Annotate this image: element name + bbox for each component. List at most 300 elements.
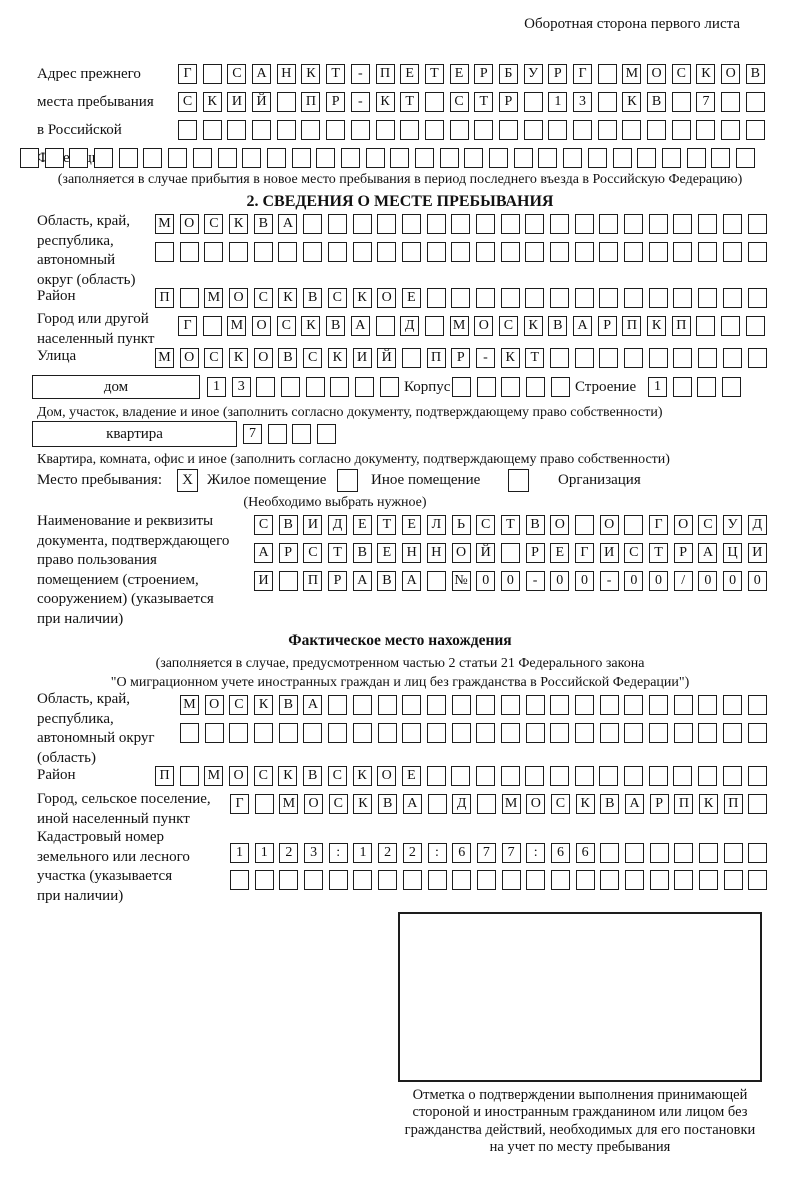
char-cell[interactable]: М <box>180 695 199 715</box>
char-cell[interactable] <box>698 348 717 368</box>
char-cell[interactable]: Р <box>451 348 470 368</box>
char-cell[interactable] <box>575 348 594 368</box>
char-cell[interactable] <box>279 571 298 591</box>
char-cell[interactable] <box>674 723 693 743</box>
char-cell[interactable]: № <box>452 571 471 591</box>
char-cell[interactable]: : <box>526 843 545 863</box>
char-cell[interactable]: С <box>476 515 495 535</box>
char-cell[interactable] <box>143 148 162 168</box>
char-cell[interactable]: Р <box>279 543 298 563</box>
char-cell[interactable] <box>452 695 471 715</box>
char-cell[interactable] <box>425 92 444 112</box>
char-cell[interactable] <box>550 214 569 234</box>
char-cell[interactable] <box>218 148 237 168</box>
char-cell[interactable] <box>303 723 322 743</box>
char-cell[interactable]: Р <box>526 543 545 563</box>
char-cell[interactable]: Г <box>178 64 197 84</box>
char-cell[interactable] <box>600 843 619 863</box>
char-cell[interactable] <box>425 120 444 140</box>
char-cell[interactable] <box>548 120 567 140</box>
char-cell[interactable] <box>525 766 544 786</box>
char-cell[interactable] <box>649 214 668 234</box>
char-cell[interactable]: Е <box>400 64 419 84</box>
char-cell[interactable] <box>501 214 520 234</box>
char-cell[interactable] <box>328 723 347 743</box>
char-cell[interactable] <box>721 316 740 336</box>
char-cell[interactable] <box>721 120 740 140</box>
char-cell[interactable]: 2 <box>403 843 422 863</box>
char-cell[interactable] <box>723 766 742 786</box>
char-cell[interactable] <box>624 766 643 786</box>
char-cell[interactable] <box>501 377 520 397</box>
char-cell[interactable]: С <box>672 64 691 84</box>
char-cell[interactable] <box>353 242 372 262</box>
char-cell[interactable] <box>351 120 370 140</box>
char-cell[interactable] <box>306 377 325 397</box>
char-cell[interactable] <box>687 148 706 168</box>
char-cell[interactable]: / <box>674 571 693 591</box>
char-cell[interactable] <box>227 120 246 140</box>
char-cell[interactable]: К <box>278 288 297 308</box>
char-cell[interactable] <box>698 695 717 715</box>
char-cell[interactable]: В <box>353 543 372 563</box>
char-cell[interactable]: - <box>476 348 495 368</box>
char-cell[interactable]: Р <box>499 92 518 112</box>
char-cell[interactable]: С <box>303 543 322 563</box>
char-cell[interactable]: В <box>377 571 396 591</box>
char-cell[interactable]: С <box>328 288 347 308</box>
char-cell[interactable]: С <box>204 348 223 368</box>
char-cell[interactable]: К <box>696 64 715 84</box>
char-cell[interactable]: Е <box>402 288 421 308</box>
char-cell[interactable]: П <box>427 348 446 368</box>
char-cell[interactable] <box>377 214 396 234</box>
char-cell[interactable] <box>476 766 495 786</box>
char-cell[interactable]: У <box>524 64 543 84</box>
char-cell[interactable]: С <box>499 316 518 336</box>
char-cell[interactable] <box>723 288 742 308</box>
char-cell[interactable] <box>575 242 594 262</box>
char-cell[interactable] <box>428 870 447 890</box>
char-cell[interactable] <box>180 723 199 743</box>
char-cell[interactable] <box>403 870 422 890</box>
char-cell[interactable]: Г <box>575 543 594 563</box>
char-cell[interactable]: М <box>279 794 298 814</box>
char-cell[interactable]: Д <box>748 515 767 535</box>
char-cell[interactable] <box>698 766 717 786</box>
char-cell[interactable] <box>649 766 668 786</box>
char-cell[interactable]: А <box>353 571 372 591</box>
char-cell[interactable]: А <box>625 794 644 814</box>
char-cell[interactable]: 1 <box>648 377 667 397</box>
char-cell[interactable] <box>711 148 730 168</box>
char-cell[interactable]: М <box>227 316 246 336</box>
char-cell[interactable] <box>489 148 508 168</box>
char-cell[interactable] <box>203 316 222 336</box>
char-cell[interactable] <box>229 242 248 262</box>
char-cell[interactable] <box>252 120 271 140</box>
char-cell[interactable] <box>563 148 582 168</box>
char-cell[interactable]: П <box>674 794 693 814</box>
char-cell[interactable]: 1 <box>207 377 226 397</box>
char-cell[interactable]: И <box>227 92 246 112</box>
char-cell[interactable]: А <box>698 543 717 563</box>
char-cell[interactable] <box>723 695 742 715</box>
char-cell[interactable] <box>427 766 446 786</box>
char-cell[interactable]: Й <box>476 543 495 563</box>
char-cell[interactable] <box>94 148 113 168</box>
char-cell[interactable] <box>625 843 644 863</box>
char-cell[interactable] <box>427 242 446 262</box>
char-cell[interactable] <box>229 723 248 743</box>
char-cell[interactable] <box>748 766 767 786</box>
char-cell[interactable]: Н <box>277 64 296 84</box>
char-cell[interactable]: К <box>254 695 273 715</box>
char-cell[interactable]: Е <box>402 766 421 786</box>
char-cell[interactable] <box>723 242 742 262</box>
char-cell[interactable]: Н <box>427 543 446 563</box>
char-cell[interactable]: К <box>576 794 595 814</box>
char-cell[interactable]: А <box>303 695 322 715</box>
char-cell[interactable] <box>746 120 765 140</box>
char-cell[interactable] <box>524 92 543 112</box>
char-cell[interactable]: К <box>301 64 320 84</box>
char-cell[interactable] <box>477 870 496 890</box>
char-cell[interactable] <box>427 723 446 743</box>
char-cell[interactable] <box>600 870 619 890</box>
char-cell[interactable] <box>698 242 717 262</box>
char-cell[interactable]: В <box>746 64 765 84</box>
char-cell[interactable]: К <box>229 214 248 234</box>
char-cell[interactable] <box>203 64 222 84</box>
char-cell[interactable] <box>514 148 533 168</box>
char-cell[interactable] <box>600 695 619 715</box>
checkbox-zhiloe[interactable]: X <box>177 469 198 492</box>
char-cell[interactable] <box>748 794 767 814</box>
char-cell[interactable] <box>428 794 447 814</box>
char-cell[interactable]: 1 <box>353 843 372 863</box>
char-cell[interactable]: 3 <box>304 843 323 863</box>
char-cell[interactable] <box>673 288 692 308</box>
char-cell[interactable] <box>45 148 64 168</box>
char-cell[interactable] <box>378 695 397 715</box>
char-cell[interactable]: Т <box>501 515 520 535</box>
char-cell[interactable]: 2 <box>378 843 397 863</box>
char-cell[interactable]: У <box>723 515 742 535</box>
char-cell[interactable]: Р <box>328 571 347 591</box>
char-cell[interactable]: Е <box>377 543 396 563</box>
char-cell[interactable] <box>624 515 643 535</box>
char-cell[interactable] <box>550 288 569 308</box>
char-cell[interactable]: Т <box>649 543 668 563</box>
char-cell[interactable]: 7 <box>696 92 715 112</box>
char-cell[interactable]: С <box>254 766 273 786</box>
char-cell[interactable] <box>649 723 668 743</box>
char-cell[interactable]: Т <box>328 543 347 563</box>
char-cell[interactable]: В <box>326 316 345 336</box>
char-cell[interactable] <box>575 695 594 715</box>
char-cell[interactable]: А <box>402 571 421 591</box>
char-cell[interactable]: И <box>600 543 619 563</box>
char-cell[interactable]: Р <box>474 64 493 84</box>
char-cell[interactable]: С <box>229 695 248 715</box>
char-cell[interactable]: И <box>353 348 372 368</box>
char-cell[interactable]: К <box>328 348 347 368</box>
char-cell[interactable]: Е <box>550 543 569 563</box>
char-cell[interactable] <box>390 148 409 168</box>
char-cell[interactable]: Д <box>328 515 347 535</box>
char-cell[interactable]: О <box>474 316 493 336</box>
char-cell[interactable] <box>464 148 483 168</box>
char-cell[interactable]: В <box>600 794 619 814</box>
char-cell[interactable] <box>425 316 444 336</box>
char-cell[interactable] <box>168 148 187 168</box>
char-cell[interactable]: : <box>428 843 447 863</box>
char-cell[interactable] <box>499 120 518 140</box>
char-cell[interactable] <box>277 92 296 112</box>
char-cell[interactable]: М <box>155 348 174 368</box>
char-cell[interactable] <box>353 870 372 890</box>
char-cell[interactable] <box>292 148 311 168</box>
char-cell[interactable] <box>203 120 222 140</box>
char-cell[interactable] <box>477 794 496 814</box>
char-cell[interactable] <box>230 870 249 890</box>
char-cell[interactable] <box>440 148 459 168</box>
char-cell[interactable]: Е <box>353 515 372 535</box>
char-cell[interactable]: 0 <box>649 571 668 591</box>
char-cell[interactable] <box>155 242 174 262</box>
char-cell[interactable] <box>698 288 717 308</box>
char-cell[interactable] <box>178 120 197 140</box>
char-cell[interactable] <box>180 766 199 786</box>
char-cell[interactable] <box>476 723 495 743</box>
char-cell[interactable]: Т <box>474 92 493 112</box>
char-cell[interactable]: И <box>748 543 767 563</box>
char-cell[interactable]: К <box>622 92 641 112</box>
char-cell[interactable] <box>279 870 298 890</box>
char-cell[interactable] <box>326 120 345 140</box>
char-cell[interactable] <box>451 214 470 234</box>
char-cell[interactable] <box>721 92 740 112</box>
char-cell[interactable] <box>673 348 692 368</box>
char-cell[interactable]: П <box>155 288 174 308</box>
char-cell[interactable]: - <box>526 571 545 591</box>
char-cell[interactable] <box>746 316 765 336</box>
char-cell[interactable] <box>722 377 741 397</box>
char-cell[interactable] <box>316 148 335 168</box>
char-cell[interactable]: А <box>278 214 297 234</box>
char-cell[interactable] <box>451 766 470 786</box>
char-cell[interactable]: - <box>351 92 370 112</box>
char-cell[interactable]: 3 <box>573 92 592 112</box>
char-cell[interactable] <box>624 288 643 308</box>
char-cell[interactable] <box>474 120 493 140</box>
char-cell[interactable] <box>402 242 421 262</box>
char-cell[interactable] <box>699 843 718 863</box>
char-cell[interactable] <box>622 120 641 140</box>
char-cell[interactable] <box>501 723 520 743</box>
char-cell[interactable]: П <box>376 64 395 84</box>
char-cell[interactable] <box>476 288 495 308</box>
char-cell[interactable]: Г <box>230 794 249 814</box>
char-cell[interactable] <box>268 424 287 444</box>
char-cell[interactable]: 6 <box>576 843 595 863</box>
char-cell[interactable] <box>526 870 545 890</box>
char-cell[interactable] <box>551 870 570 890</box>
char-cell[interactable] <box>427 214 446 234</box>
char-cell[interactable] <box>328 242 347 262</box>
char-cell[interactable]: Т <box>326 64 345 84</box>
char-cell[interactable] <box>624 348 643 368</box>
char-cell[interactable] <box>650 843 669 863</box>
char-cell[interactable] <box>599 288 618 308</box>
char-cell[interactable]: П <box>622 316 641 336</box>
char-cell[interactable] <box>550 766 569 786</box>
char-cell[interactable]: С <box>227 64 246 84</box>
char-cell[interactable]: Т <box>525 348 544 368</box>
char-cell[interactable]: 3 <box>232 377 251 397</box>
char-cell[interactable]: 0 <box>624 571 643 591</box>
char-cell[interactable] <box>598 120 617 140</box>
char-cell[interactable]: О <box>550 515 569 535</box>
char-cell[interactable] <box>526 723 545 743</box>
char-cell[interactable]: П <box>301 92 320 112</box>
char-cell[interactable] <box>255 794 274 814</box>
char-cell[interactable]: К <box>203 92 222 112</box>
char-cell[interactable] <box>625 870 644 890</box>
char-cell[interactable] <box>402 348 421 368</box>
char-cell[interactable] <box>301 120 320 140</box>
char-cell[interactable]: В <box>378 794 397 814</box>
char-cell[interactable] <box>377 242 396 262</box>
char-cell[interactable]: В <box>526 515 545 535</box>
char-cell[interactable]: Г <box>573 64 592 84</box>
char-cell[interactable]: И <box>254 571 273 591</box>
char-cell[interactable] <box>538 148 557 168</box>
char-cell[interactable]: М <box>450 316 469 336</box>
char-cell[interactable]: О <box>452 543 471 563</box>
char-cell[interactable] <box>637 148 656 168</box>
char-cell[interactable]: В <box>303 288 322 308</box>
char-cell[interactable] <box>724 870 743 890</box>
char-cell[interactable] <box>588 148 607 168</box>
char-cell[interactable] <box>699 870 718 890</box>
char-cell[interactable]: Д <box>400 316 419 336</box>
char-cell[interactable] <box>267 148 286 168</box>
char-cell[interactable]: - <box>351 64 370 84</box>
char-cell[interactable] <box>673 214 692 234</box>
char-cell[interactable] <box>599 214 618 234</box>
char-cell[interactable]: 0 <box>748 571 767 591</box>
char-cell[interactable] <box>477 377 496 397</box>
char-cell[interactable]: О <box>674 515 693 535</box>
char-cell[interactable]: А <box>351 316 370 336</box>
char-cell[interactable] <box>376 120 395 140</box>
char-cell[interactable] <box>650 870 669 890</box>
char-cell[interactable] <box>329 870 348 890</box>
char-cell[interactable] <box>673 766 692 786</box>
char-cell[interactable] <box>427 571 446 591</box>
char-cell[interactable] <box>119 148 138 168</box>
char-cell[interactable] <box>724 843 743 863</box>
char-cell[interactable]: О <box>526 794 545 814</box>
char-cell[interactable] <box>550 348 569 368</box>
char-cell[interactable] <box>550 695 569 715</box>
char-cell[interactable]: Р <box>674 543 693 563</box>
char-cell[interactable] <box>254 723 273 743</box>
char-cell[interactable]: В <box>279 515 298 535</box>
char-cell[interactable] <box>205 723 224 743</box>
char-cell[interactable] <box>599 766 618 786</box>
char-cell[interactable] <box>402 695 421 715</box>
char-cell[interactable] <box>723 723 742 743</box>
char-cell[interactable]: К <box>301 316 320 336</box>
char-cell[interactable] <box>501 543 520 563</box>
char-cell[interactable]: Н <box>402 543 421 563</box>
char-cell[interactable]: П <box>724 794 743 814</box>
char-cell[interactable] <box>353 214 372 234</box>
char-cell[interactable]: Б <box>499 64 518 84</box>
char-cell[interactable] <box>674 843 693 863</box>
char-cell[interactable] <box>697 377 716 397</box>
char-cell[interactable]: О <box>721 64 740 84</box>
char-cell[interactable] <box>20 148 39 168</box>
char-cell[interactable] <box>748 843 767 863</box>
char-cell[interactable]: О <box>647 64 666 84</box>
char-cell[interactable] <box>698 214 717 234</box>
char-cell[interactable] <box>353 695 372 715</box>
char-cell[interactable] <box>450 120 469 140</box>
char-cell[interactable]: В <box>254 214 273 234</box>
char-cell[interactable] <box>575 515 594 535</box>
char-cell[interactable] <box>575 723 594 743</box>
char-cell[interactable] <box>524 120 543 140</box>
char-cell[interactable] <box>180 288 199 308</box>
char-cell[interactable] <box>353 723 372 743</box>
char-cell[interactable] <box>330 377 349 397</box>
char-cell[interactable] <box>277 120 296 140</box>
char-cell[interactable]: И <box>303 515 322 535</box>
char-cell[interactable]: О <box>377 766 396 786</box>
char-cell[interactable] <box>551 377 570 397</box>
char-cell[interactable] <box>624 242 643 262</box>
char-cell[interactable] <box>366 148 385 168</box>
char-cell[interactable] <box>304 870 323 890</box>
char-cell[interactable] <box>748 723 767 743</box>
char-cell[interactable]: А <box>252 64 271 84</box>
char-cell[interactable]: 7 <box>502 843 521 863</box>
char-cell[interactable]: В <box>278 348 297 368</box>
char-cell[interactable]: О <box>252 316 271 336</box>
char-cell[interactable]: Г <box>649 515 668 535</box>
char-cell[interactable] <box>328 214 347 234</box>
char-cell[interactable] <box>402 214 421 234</box>
char-cell[interactable]: 0 <box>723 571 742 591</box>
char-cell[interactable] <box>380 377 399 397</box>
char-cell[interactable]: О <box>377 288 396 308</box>
dom-box[interactable]: дом <box>32 375 200 399</box>
char-cell[interactable]: Р <box>650 794 669 814</box>
char-cell[interactable] <box>69 148 88 168</box>
char-cell[interactable] <box>254 242 273 262</box>
char-cell[interactable]: К <box>376 92 395 112</box>
char-cell[interactable] <box>204 242 223 262</box>
char-cell[interactable] <box>672 120 691 140</box>
char-cell[interactable] <box>317 424 336 444</box>
char-cell[interactable] <box>526 377 545 397</box>
char-cell[interactable]: С <box>698 515 717 535</box>
char-cell[interactable] <box>748 870 767 890</box>
